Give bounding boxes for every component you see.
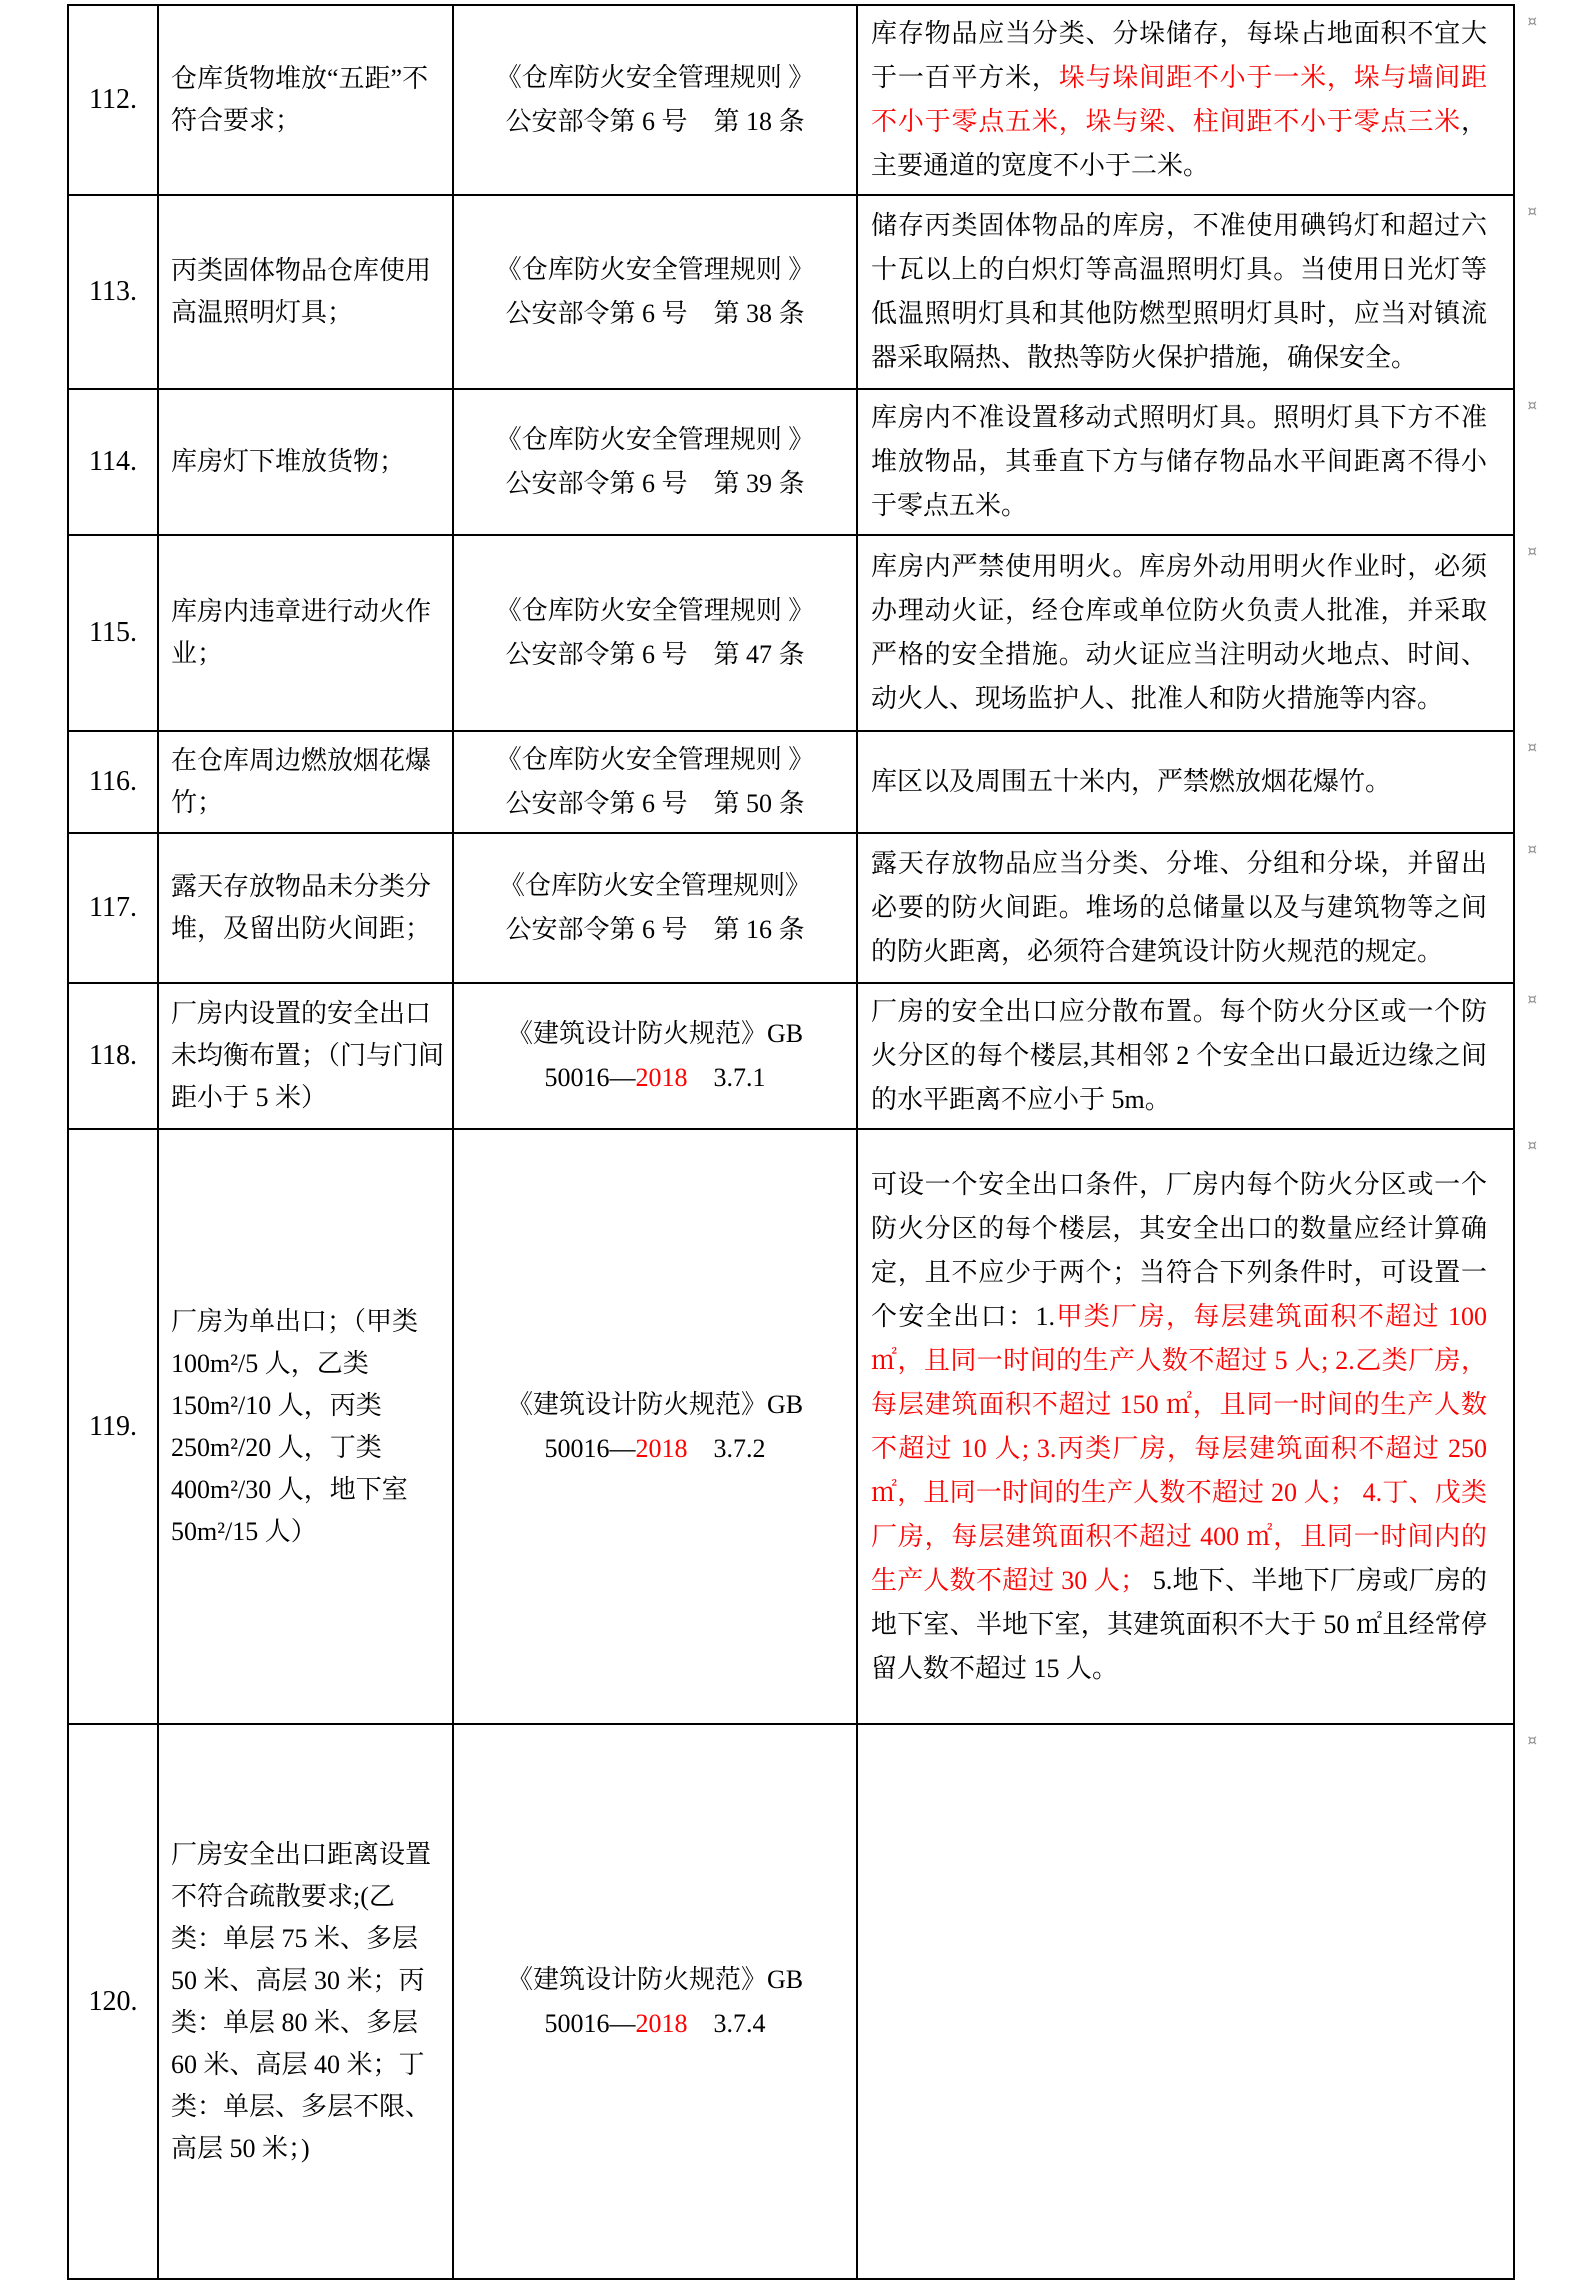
table-row — [68, 833, 1514, 983]
row-number-cell: 118. — [68, 983, 158, 1129]
basis-cell: 《仓库防火安全管理规则 》 公安部令第 6 号 第 47 条 — [453, 535, 857, 731]
row-end-mark-icon: ¤ — [1527, 396, 1537, 414]
row-end-mark-icon: ¤ — [1527, 202, 1537, 220]
table-row — [68, 983, 1514, 1129]
detail-cell: ¤ 库区以及周围五十米内，严禁燃放烟花爆竹。 — [857, 731, 1514, 833]
detail-cell: ¤ 库房内严禁使用明火。库房外动用明火作业时，必须办理动火证，经仓库或单位防火负责人批准，并采取严格的安全措施。动火证应当注明动火地点、时间、动火人、现场监护人、批准人和防火措施等内容。 — [857, 535, 1514, 731]
detail-cell: ¤ 库房内不准设置移动式照明灯具。照明灯具下方不准堆放物品，其垂直下方与储存物品水平间距离不得小于零点五米。 — [857, 389, 1514, 535]
table-body — [68, 5, 1537, 2279]
violation-cell: 厂房为单出口；（甲类 100m²/5 人，乙类 150m²/10 人，丙类 250m²/20 人，丁类 400m²/30 人，地下室 50m²/15 人） — [158, 1129, 453, 1724]
basis-cell: 《仓库防火安全管理规则 》 公安部令第 6 号 第 39 条 — [453, 389, 857, 535]
row-number-cell: 120. — [68, 1724, 158, 2279]
table-row — [68, 1724, 1514, 2279]
detail-cell: ¤ 可设一个安全出口条件，厂房内每个防火分区或一个防火分区的每个楼层，其安全出口的数量应经计算确定，且不应少于两个；当符合下列条件时，可设置一个安全出口：1.甲类厂房，每层建筑面积不超过 100 ㎡，且同一时间的生产人数不超过 5 人; 2.乙类厂房，每层建筑面积不超过 150 ㎡，且同一时间的生产人数不超过 10 人; 3.丙类厂房，每层建筑面积不超过 250 ㎡，且同一时间的生产人数不超过 20 人； 4.丁、戊类厂房，每层建筑面积不超过 400 ㎡，且同一时间内的生产人数不超过 30 人； 5.地下、半地下厂房或厂房的地下室、半地下室，其建筑面积不大于 50 ㎡且经常停留人数不超过 15 人。 — [857, 1129, 1514, 1724]
row-end-mark-icon: ¤ — [1527, 12, 1537, 30]
basis-cell: 《建筑设计防火规范》GB 50016—2018 3.7.4 — [453, 1724, 857, 2279]
row-number-cell: 114. — [68, 389, 158, 535]
detail-cell — [857, 1724, 1537, 2279]
basis-cell: 《仓库防火安全管理规则 》 公安部令第 6 号 第 18 条 — [453, 5, 857, 195]
table-row — [68, 389, 1514, 535]
basis-cell: 《仓库防火安全管理规则》 公安部令第 6 号 第 16 条 — [453, 833, 857, 983]
violation-cell: 厂房内设置的安全出口未均衡布置；（门与门间距小于 5 米） — [158, 983, 453, 1129]
detail-cell: ¤ 露天存放物品应当分类、分堆、分组和分垛，并留出必要的防火间距。堆场的总储量以及与建筑物等之间的防火距离，必须符合建筑设计防火规范的规定。 — [857, 833, 1514, 983]
violation-cell: 厂房安全出口距离设置不符合疏散要求;(乙类：单层 75 米、多层 50 米、高层 30 米；丙类：单层 80 米、多层 60 米、高层 40 米；丁类：单层、多层不限、高层 50 米；) — [158, 1724, 453, 2279]
violation-cell: 丙类固体物品仓库使用高温照明灯具； — [158, 195, 453, 389]
violation-cell: 在仓库周边燃放烟花爆竹； — [158, 731, 453, 833]
table-row — [68, 1129, 1514, 1724]
detail-cell: ¤ 库存物品应当分类、分垛储存，每垛占地面积不宜大于一百平方米，垛与垛间距不小于一米，垛与墙间距不小于零点五米，垛与梁、柱间距不小于零点三米，主要通道的宽度不小于二米。 — [857, 5, 1514, 195]
row-number-cell: 119. — [68, 1129, 158, 1724]
violation-cell: 露天存放物品未分类分堆，及留出防火间距； — [158, 833, 453, 983]
basis-cell: 《建筑设计防火规范》GB 50016—2018 3.7.2 — [453, 1129, 857, 1724]
table-row — [68, 195, 1514, 389]
row-end-mark-icon: ¤ — [1527, 1136, 1537, 1154]
row-number-cell: 116. — [68, 731, 158, 833]
row-end-mark-icon: ¤ — [1527, 542, 1537, 560]
violation-cell: 库房内违章进行动火作业； — [158, 535, 453, 731]
row-number-cell: 113. — [68, 195, 158, 389]
row-end-mark-icon: ¤ — [1527, 840, 1537, 858]
row-number-cell: 117. — [68, 833, 158, 983]
basis-cell: 《仓库防火安全管理规则 》 公安部令第 6 号 第 38 条 — [453, 195, 857, 389]
detail-cell: ¤ 厂房的安全出口应分散布置。每个防火分区或一个防火分区的每个楼层,其相邻 2 个安全出口最近边缘之间的水平距离不应小于 5m。 — [857, 983, 1514, 1129]
basis-cell: 《仓库防火安全管理规则 》 公安部令第 6 号 第 50 条 — [453, 731, 857, 833]
row-number-cell: 115. — [68, 535, 158, 731]
regulations-table — [67, 4, 1537, 2280]
table-row — [68, 731, 1514, 833]
row-end-mark-icon: ¤ — [1527, 990, 1537, 1008]
detail-cell: ¤ 储存丙类固体物品的库房，不准使用碘钨灯和超过六十瓦以上的白炽灯等高温照明灯具。当使用日光灯等低温照明灯具和其他防燃型照明灯具时，应当对镇流器采取隔热、散热等防火保护措施，确保安全。 — [857, 195, 1514, 389]
row-end-mark-icon: ¤ — [1527, 738, 1537, 756]
table-row — [68, 5, 1514, 195]
basis-cell: 《建筑设计防火规范》GB 50016—2018 3.7.1 — [453, 983, 857, 1129]
violation-cell: 仓库货物堆放“五距”不符合要求； — [158, 5, 453, 195]
row-number-cell: 112. — [68, 5, 158, 195]
row-end-mark-icon: ¤ — [1527, 1731, 1537, 1749]
violation-cell: 库房灯下堆放货物； — [158, 389, 453, 535]
table-row — [68, 535, 1514, 731]
